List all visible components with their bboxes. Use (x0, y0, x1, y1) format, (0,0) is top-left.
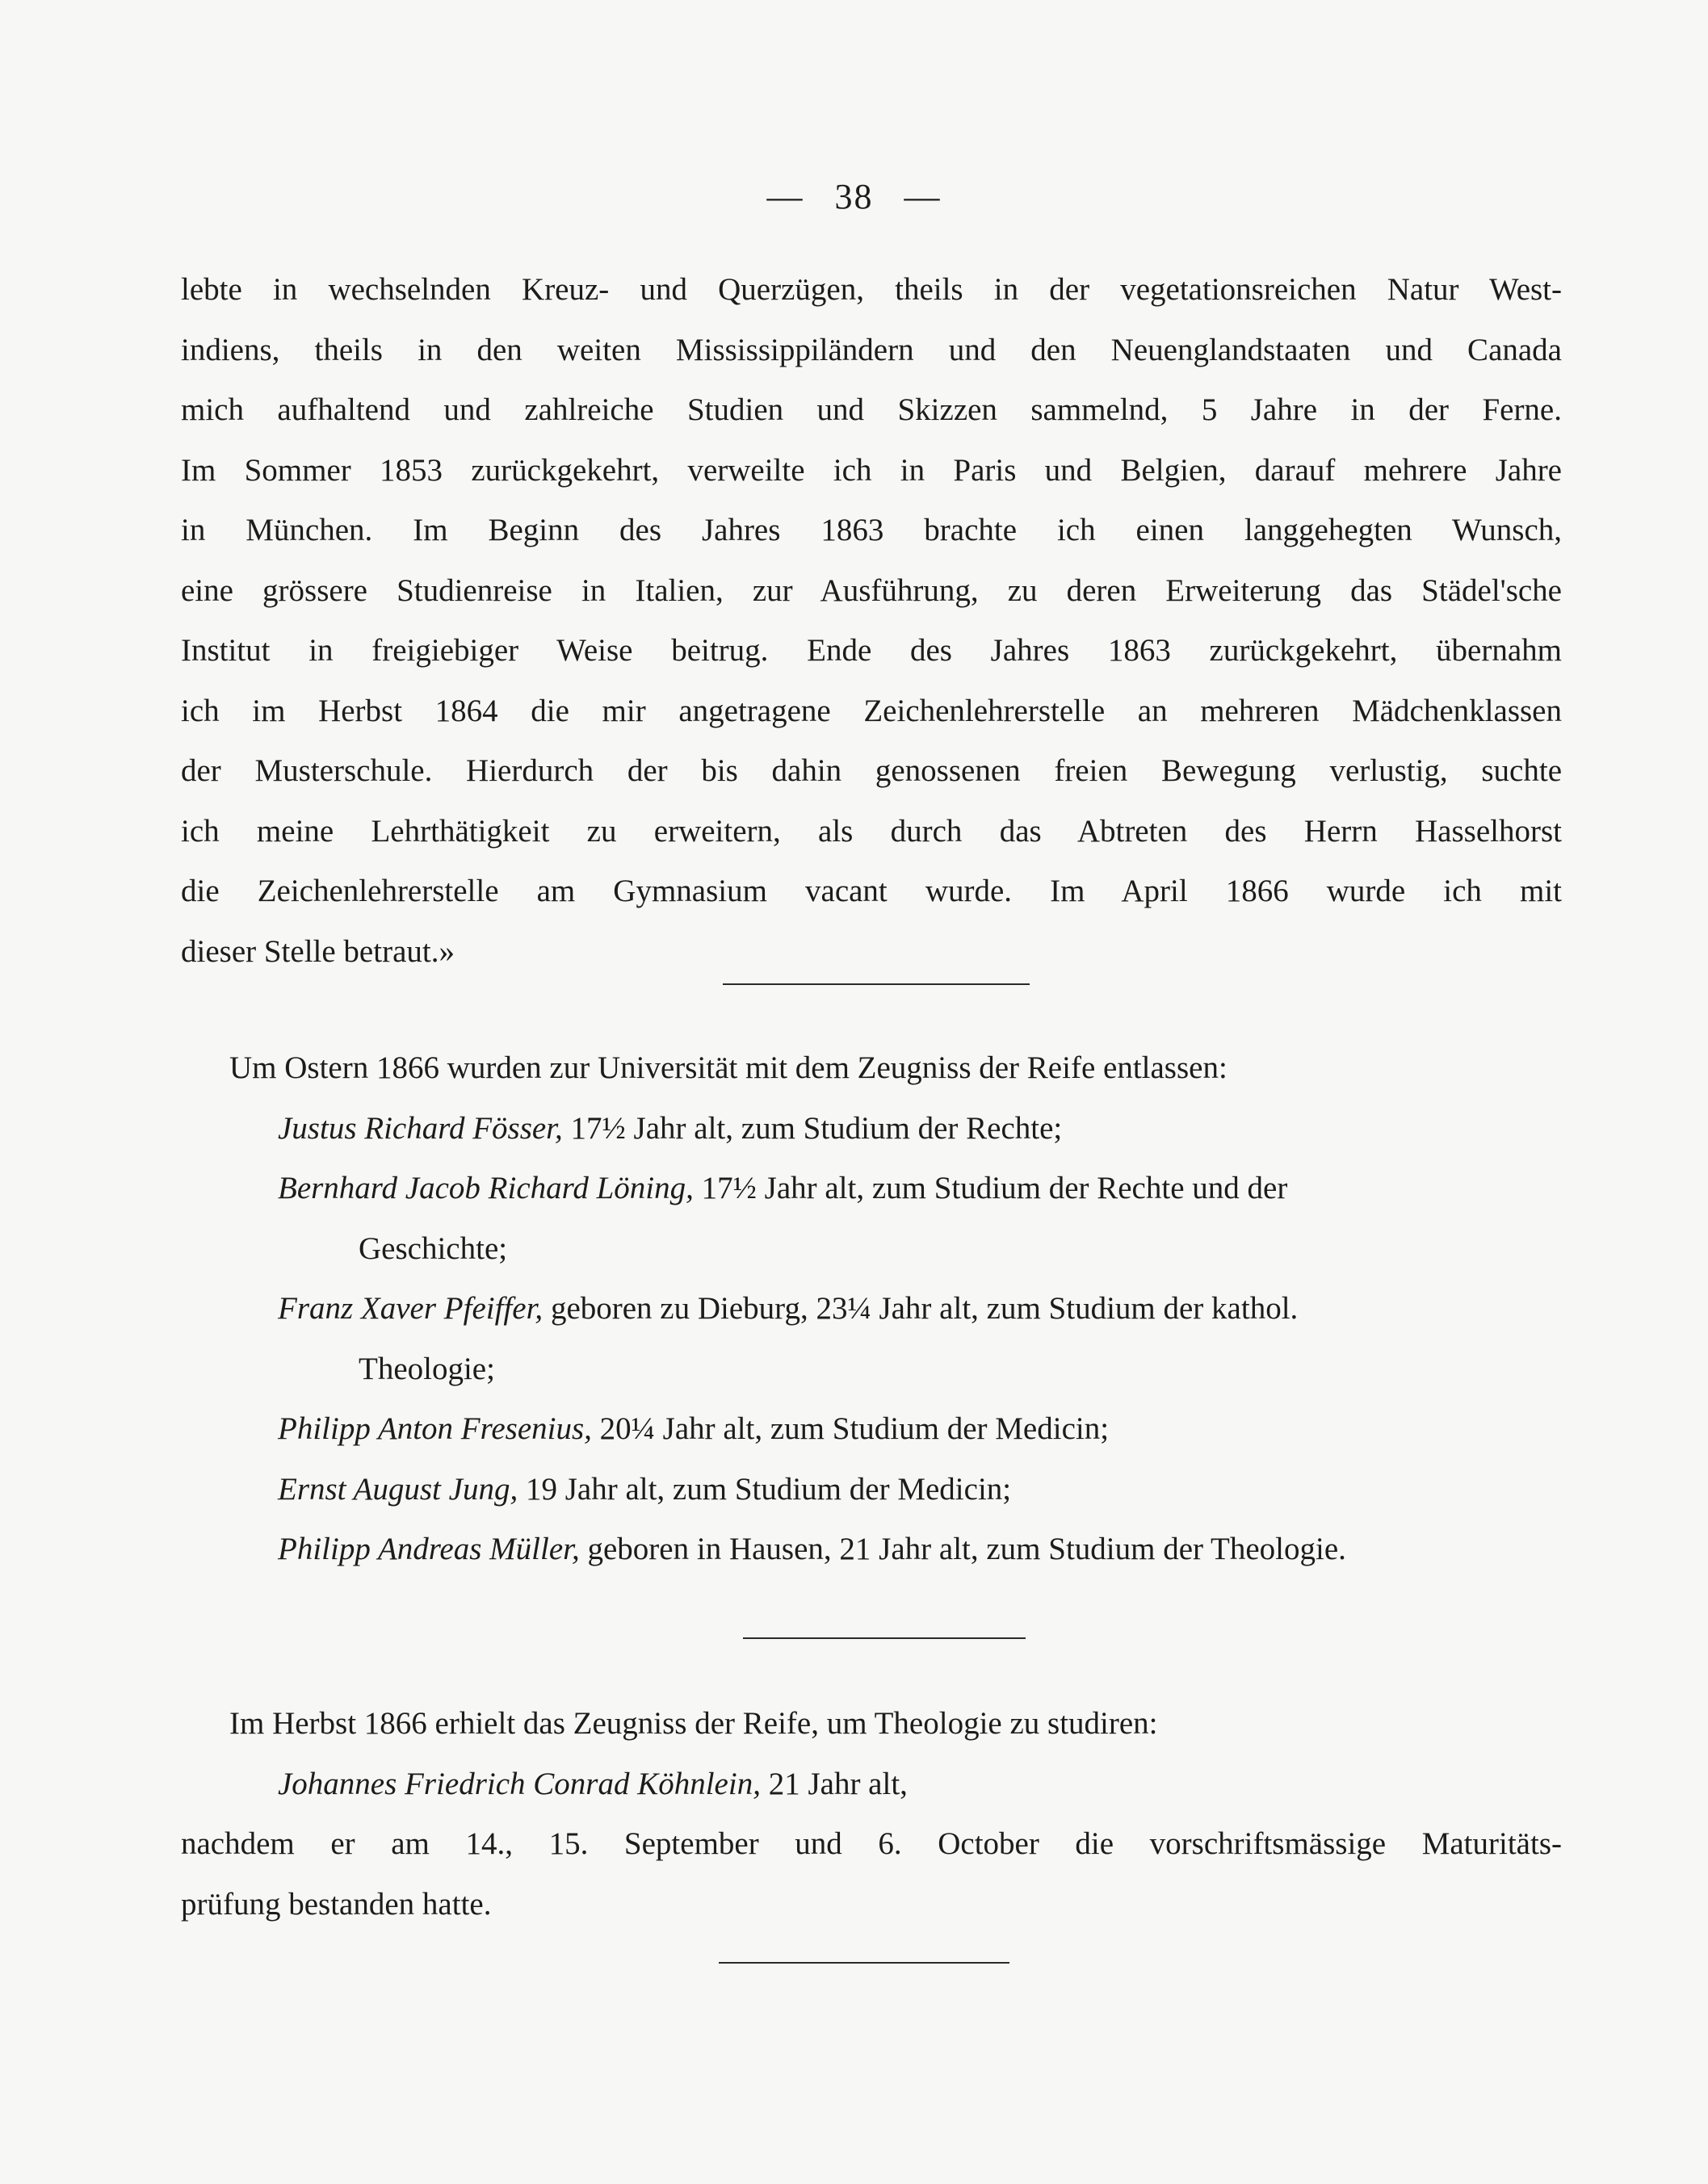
section-intro: Um Ostern 1866 wurden zur Universität mit dem Zeugniss der Reife entlassen: (229, 1050, 1227, 1085)
paragraph-line: nachdem er am 14., 15. September und 6. October die vorschriftsmässige Maturitäts- (181, 1826, 1562, 1861)
section-divider (723, 983, 1030, 985)
student-details: geboren zu Dieburg, 23¼ Jahr alt, zum Studium der kathol. (543, 1291, 1299, 1326)
section-autumn-graduates (181, 1694, 1562, 1935)
page-number (0, 176, 1708, 217)
paragraph-line: lebte in wechselnden Kreuz- und Querzügen, theils in der vegetationsreichen Natur West- (181, 272, 1562, 307)
paragraph-biography (181, 260, 1562, 982)
student-name: Franz Xaver Pfeiffer, (278, 1291, 543, 1326)
section-easter-graduates (181, 1038, 1562, 1580)
paragraph-line: eine grössere Studienreise in Italien, zur Ausführung, zu deren Erweiterung das Städel'sche (181, 572, 1562, 608)
paragraph-line: die Zeichenlehrerstelle am Gymnasium vacant wurde. Im April 1866 wurde ich mit (181, 874, 1562, 908)
student-entry (181, 1399, 1562, 1460)
student-entry (181, 1159, 1562, 1219)
paragraph-line: der Musterschule. Hierdurch der bis dahin genossenen freien Bewegung verlustig, suchte (181, 753, 1562, 788)
paragraph-line: ich im Herbst 1864 die mir angetragene Zeichenlehrerstelle an mehreren Mädchenklassen (181, 693, 1562, 728)
section-intro: Im Herbst 1866 erhielt das Zeugniss der Reife, um Theologie zu studiren: (229, 1706, 1158, 1741)
student-name: Philipp Anton Fresenius, (278, 1411, 592, 1446)
student-details: 19 Jahr alt, zum Studium der Medicin; (518, 1471, 1012, 1507)
student-entry (181, 1520, 1562, 1580)
paragraph-line: Im Sommer 1853 zurückgekehrt, verweilte ich in Paris und Belgien, darauf mehrere Jahre (181, 452, 1562, 488)
student-entry (181, 1279, 1562, 1339)
student-details: 21 Jahr alt, (760, 1766, 908, 1801)
student-details: 17½ Jahr alt, zum Studium der Rechte und der (693, 1171, 1288, 1205)
student-details: 17½ Jahr alt, zum Studium der Rechte; (562, 1110, 1063, 1146)
paragraph-line: dieser Stelle betraut.» (181, 933, 455, 969)
student-details: 20¼ Jahr alt, zum Studium der Medicin; (591, 1411, 1110, 1446)
student-entry (181, 1460, 1562, 1520)
student-details: geboren in Hausen, 21 Jahr alt, zum Studium der Theologie. (579, 1532, 1346, 1566)
student-entry-continuation: Geschichte; (359, 1230, 508, 1266)
paragraph-line: prüfung bestanden hatte. (181, 1886, 492, 1922)
section-divider (743, 1637, 1026, 1639)
student-name: Philipp Andreas Müller, (278, 1532, 580, 1566)
paragraph-line: mich aufhaltend und zahlreiche Studien und Skizzen sammelnd, 5 Jahre in der Ferne. (181, 392, 1562, 427)
student-name: Ernst August Jung, (278, 1471, 518, 1507)
student-name: Johannes Friedrich Conrad Köhnlein, (278, 1766, 761, 1801)
student-entry (181, 1099, 1562, 1159)
student-entry (181, 1754, 1562, 1815)
paragraph-line: indiens, theils in den weiten Mississippiländern und den Neuenglandstaaten und Canada (181, 332, 1562, 367)
student-entry-continuation: Theologie; (359, 1351, 495, 1386)
paragraph-line: in München. Im Beginn des Jahres 1863 brachte ich einen langgehegten Wunsch, (181, 513, 1562, 547)
student-name: Justus Richard Fösser, (278, 1110, 563, 1146)
student-name: Bernhard Jacob Richard Löning, (278, 1171, 694, 1205)
page-number-dash-left: — (766, 177, 804, 216)
page-number-value: 38 (834, 177, 874, 216)
section-divider (719, 1962, 1009, 1964)
page-number-dash-right: — (904, 177, 942, 216)
paragraph-line: ich meine Lehrthätigkeit zu erweitern, als durch das Abtreten des Herrn Hasselhorst (181, 813, 1562, 849)
paragraph-line: Institut in freigiebiger Weise beitrug. Ende des Jahres 1863 zurückgekehrt, übernahm (181, 633, 1562, 668)
